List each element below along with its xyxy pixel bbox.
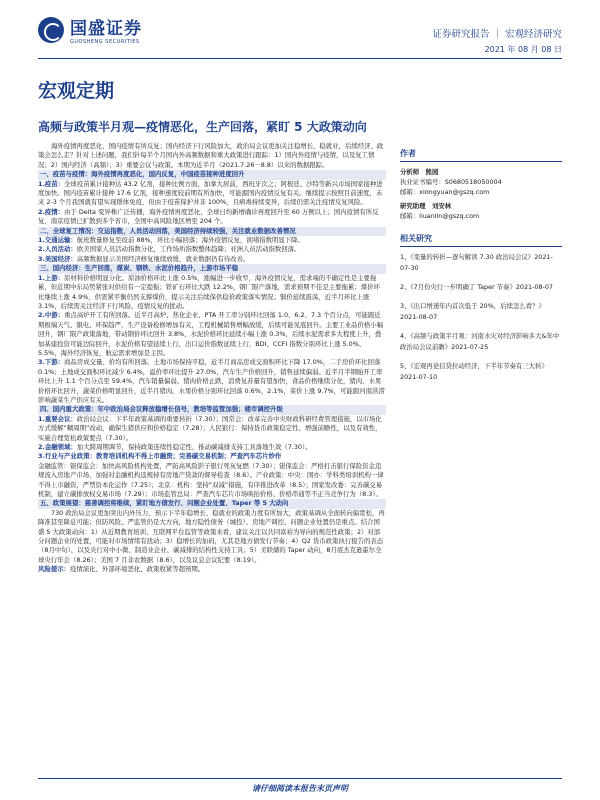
paragraph-us-economy xyxy=(38,255,386,264)
section-heading-1: 一、疫苗与疫情：海外疫情再度恶化，国内反复，中国疫苗接种进度回升 xyxy=(38,170,386,179)
label-epidemic: 2.疫情： xyxy=(38,207,65,216)
author2-name: 研究助理 刘安林 xyxy=(400,202,452,210)
text-epidemic: 由于 Delta 变异株广泛传播，海外疫情再度恶化，全球日均新增确诊再度回升至 60 万例以上；国内疫情有所反复，南京疫情已扩散到多个省市，全国中高风险地区增至 204 个。 xyxy=(38,207,379,226)
text-us-economy: 高频数据显示美国经济修复继续放缓，就业数据仍有待改善。 xyxy=(76,254,250,263)
label-finance: 2.金融领域： xyxy=(38,443,77,451)
label-us-economy: 3.美国经济： xyxy=(38,254,77,263)
text-meetings: 政治局会议：下半年政策基调的重要转折（7.30）；国常会：改革完善中央财政科研经费管理措施，以市场化方式缓解“糊周期”改动，确保生猪供应和价格稳定（7.28）；人民银行：保持货币政策稳定性、增强前瞻性，以及有效性，实施合理宽松政策要点（7.30）。 xyxy=(38,414,382,442)
text-downstream: 商品房成交量、价均有所回落。土地市场保持平稳，近半月商品房成交面积环比下降 17.0%，二手房价环比回落 0.1%；土地成交面积环比减少 6.4%，溢价率环比提升 27.0%，汽车生产价格回升，销售延续偏弱。近半月半钢胎开工率环比上升 1.1 个百分点至 59.4%，汽车销量偏弱。猪肉价格止跌，消费复苏量有望加快，食品价格继续分化，猪肉、水果价格环比回升，蔬菜价格明显回升，近半月猪肉、水果价格分别环比回落 0.6%、2.1%，菜价上涨 9.7%，可能跟河南洪涝影响蔬菜生产供应有关。 xyxy=(38,358,385,404)
sidebar xyxy=(400,148,562,391)
paragraph-meetings xyxy=(38,415,386,443)
text-risk: 疫情演化、外部环境恶化、政策收紧等超预期。 xyxy=(69,565,205,574)
intro-paragraph: 海外疫情再度恶化，国内疫情有所反复；国内经济下行风险加大，政治局会议更加关注稳增长、稳就业，后续经济、政策会怎么走？针对上述问题，我们针每半个月国内外高频数据和重大政策进行跟踪：1）国内外疫情与疫情，以及复工情况；2）国内经济（高频）；3）重要会议与政策。本期为近半月（2021.7.26－8.8）以来的数据跟踪。 xyxy=(38,142,384,169)
section-heading-4: 四、国内重大政策：年中政治局会议释放稳增长信号，教培等监管加强；楼市调控升级 xyxy=(38,405,386,414)
label-risk: 风险提示： xyxy=(38,565,70,574)
paragraph-downstream xyxy=(38,358,386,405)
label-downstream: 3.下游： xyxy=(38,358,65,367)
label-meetings: 1.重要会议： xyxy=(38,414,77,423)
paragraph-risk xyxy=(38,565,386,574)
report-type: 证券研究报告 ｜ 宏观经济研究 xyxy=(432,29,562,40)
paragraph-midstream xyxy=(38,311,386,358)
report-header xyxy=(0,0,600,62)
header-divider xyxy=(38,58,562,59)
section-heading-2: 二、全球复工情况：交运指数，人员活动回落，美国经济持续较强，关注就业数据改善情况 xyxy=(38,227,386,236)
paragraph-vaccine xyxy=(38,180,386,208)
text-finance: 加大跨周期调节，保持政策连续性稳定性，推动碳减排支持工具落地生效（7.30）。 xyxy=(76,443,312,451)
related-heading: 相关研究 xyxy=(400,233,562,247)
logo-cn: 国盛证券 xyxy=(70,19,142,39)
page-title: 宏观定期 xyxy=(38,80,115,102)
text-upstream: 原材料价格明显分化。原油价格环比上涨 0.5%，涨幅进一步收窄，海外疫情反复，需求端的不确定性是主要拖累，但近期中东局势紧张对供给有一定提振；铁矿石环比大跌 12.2%，钢厂限产落地，需求预期不佳是主要拖累；煤价环比继续上涨 4.9%，供需紧平衡仍然支撑煤价，提示关注后续保供稳价政策落实情况；铜价延续震荡，近半月环比上涨 3.1%，后续需关注经济下行风险、疫情反复的扰动。 xyxy=(38,273,380,310)
text-transport: 航班数量修复至疫前 88%，环比小幅回落；海外疫情反复，拥堵指数明显下降。 xyxy=(76,236,304,245)
report-date: 2021 年 08 月 08 日 xyxy=(484,45,562,54)
author1-license: 执业证书编号：S0680518050004 xyxy=(400,178,502,186)
paragraph-upstream xyxy=(38,274,386,312)
label-vaccine: 1.疫苗： xyxy=(38,179,65,188)
author2-email[interactable]: 邮箱：liuanlin@gszq.com xyxy=(400,212,480,220)
logo-en: GUOSHENG SECURITIES xyxy=(70,39,140,45)
label-industry: 3.行业与产业政策：教育培训机构不得上市融资；完善碳交易机制；严查汽车芯片炒作 xyxy=(38,452,282,461)
section-heading-5: 五、政策展望：慈善调控将维续，紧盯地方债发行、问题企业处置、Taper 等 5 大动向 xyxy=(38,499,386,508)
label-upstream: 1.上游： xyxy=(38,273,65,282)
text-industry: 金融监管：银保监会：加快高风险机构处置，严防高风险影子银行死灰复燃（7.30）；银保监会：严格打击银行保险资金违规流入房地产市场，加强对金融机构违规持有房地产贷款的督导检查（8.6）。产业政策：中央：国办：学科类培训机构一律不得上市融资，严禁资本化运作（7.25）；北京：机构：坚持“双减”措施，有序推进改革（8.5）；国家发改委：完善碳交易机制，建立碳排放权交易市场（7.29）；市场监管总局：严查汽车芯片市场哄抬价格、价格串通等不正当竞争行为（8.3）。 xyxy=(38,461,384,499)
paragraph-industry xyxy=(38,452,386,499)
paragraph-finance xyxy=(38,443,386,452)
related-item[interactable]: 4、《高频与政策半月观：河南水灾对经济影响多大&年中政治局会议前瞻》2021-07-25 xyxy=(400,332,560,351)
related-item[interactable]: 2、《7月份央行一步明确了 Taper 节奏》2021-08-07 xyxy=(400,283,553,291)
text-vaccine: 全球疫苗累计接种达 43.2 亿剂，接种比例方面，加拿大居前，西班牙次之；阿根廷、沙特等新兴市场国家接种进度加快。国内疫苗累计接种 17.6 亿剂，接种速度较前期有所加快，可能源国内疫情反复有关。继续提示按照目前速度，未来 2-3 个月我国就有望实现群体免疫，但由于疫苗保护并非 100%，且病毒持续变异，后续仍需关注疫情反复风险。 xyxy=(38,179,383,207)
label-midstream: 2.中游： xyxy=(38,311,65,320)
author-heading: 作者 xyxy=(400,148,562,162)
related-item[interactable]: 5、《宏观再论信贷拉动经济，下半年节奏有三大转》2021-07-10 xyxy=(400,362,548,381)
author1-name: 分析师 熊园 xyxy=(400,168,439,176)
section-heading-3: 三、国内经济：生产回落，煤炭、钢铁、水泥价格趋升，上游市场平稳 xyxy=(38,264,386,273)
paragraph-outlook: 730 政治局会议更加突出内外压力，预示下半年稳增长、稳就业的政策力度有所加大，政策基调从全面转向偏宽松，再降准甚至降息可能；但防风险、严监管仍是大方向，地方隐性债务（城投）、房地产调控、问题企业处置仍是重点。结合国盛 5 大政策动向：1）从近期教育培训、互联网平台监管等政策来看，建议关注以共同富裕为导向的规范性政策；2）对部分问题企业的处置，可能对市场情绪有扰动；3）稳增长的加码，尤其是地方债发行节奏；4）Q2 货币政策执行报告的表态（8月中旬），以及央行对中小微、制造业企业、碳减排的结构性支持工具；5）美联储的 Taper 动向，8月底杰克逊霍尔全球央行年会（8.26）；美国 7 月非农数据（8.6），以及议息会议纪要（8.19）。 xyxy=(38,508,385,564)
logo-icon xyxy=(38,17,64,43)
text-midstream: 重点高炉开工有所回落。近半月高炉、焦化企业、PTA 开工率分别环比回落 1.0、6.2、7.3 个百分点，可能跟近期极端天气、限电、环保趋严，生产设备检修增加有关，工程机械销售增幅放缓，后续可能见底回升。主要工业品价格小幅回升，钢厂限产政策落地，带动钢价环比回升 3.8%，水泥价格环比延续小幅上涨 0.3%，后续水泥需求多大程度上升，叠加基建投资可能边际回升，水泥价格有望延续上行，出口运价指数延续上行，BDI、CCFI 指数分别环比上涨 5.0%、5.5%，海外经济恢复，航运需求增加是主因。 xyxy=(38,311,384,357)
label-mobility: 2.人员活动： xyxy=(38,245,77,254)
related-item[interactable]: 3、《出口增速年内首次低于 20%，后续怎么看？》2021-08-07 xyxy=(400,302,545,321)
text-mobility: 欧美国家人员活动指数分化，工作场所指数整体趋降；亚洲人员活动指数回落。 xyxy=(76,245,301,254)
paragraph-epidemic xyxy=(38,208,386,227)
main-body xyxy=(38,142,386,575)
company-logo xyxy=(38,14,142,45)
related-item[interactable]: 1、《变量的转折—逐句解读 7.30 政治局会议》2021-07-30 xyxy=(400,253,553,272)
footer-disclaimer: 请仔细阅读本报告末页声明 xyxy=(38,778,562,792)
report-subtitle: 高频与政策半月观—疫情恶化，生产回落，紧盯 5 大政策动向 xyxy=(38,120,367,134)
paragraph-mobility xyxy=(38,245,386,254)
author1-email[interactable]: 邮箱：xiongyuan@gszq.com xyxy=(400,188,490,196)
label-transport: 1.交通运输： xyxy=(38,236,77,245)
